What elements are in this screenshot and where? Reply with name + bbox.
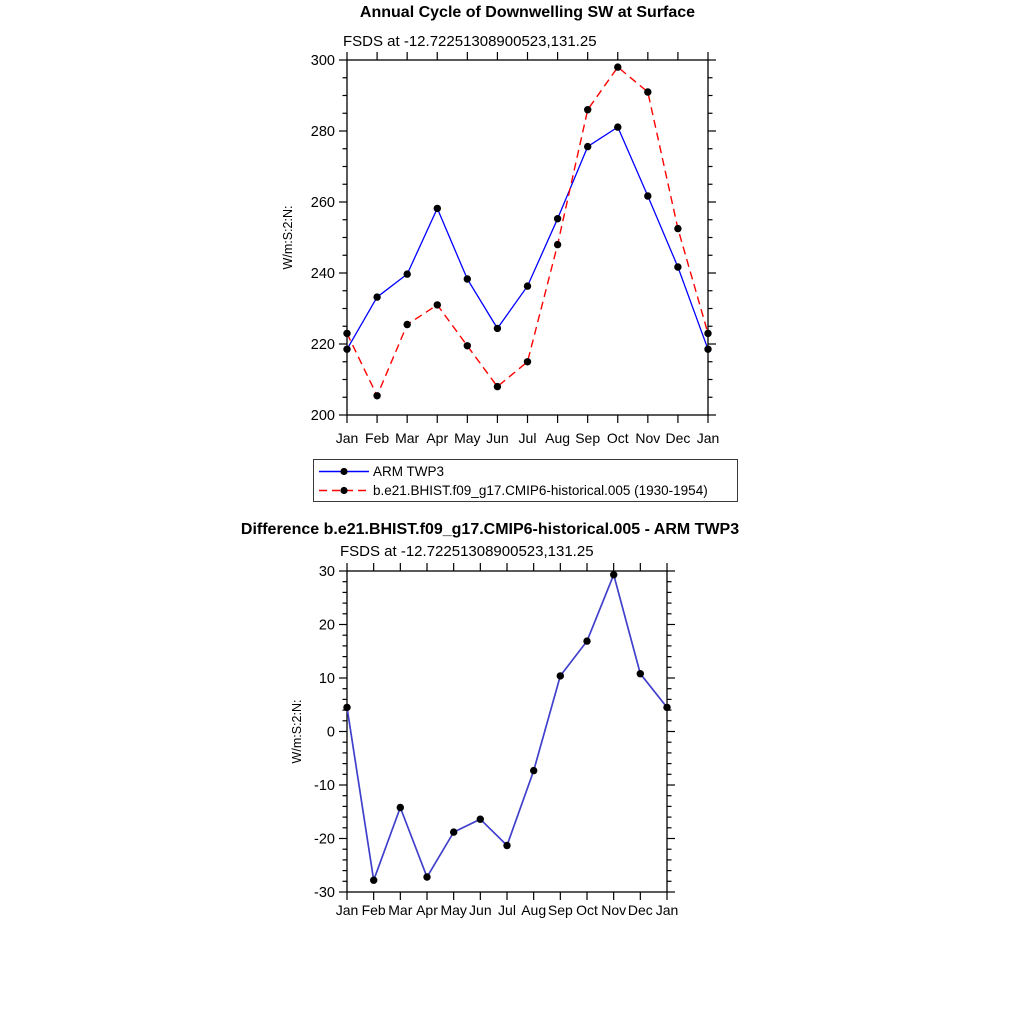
top-chart-title: Annual Cycle of Downwelling SW at Surface: [359, 4, 696, 21]
y-tick-label: 30: [318, 564, 335, 580]
top-chart-subtitle: FSDS at -12.72251308900523,131.25: [343, 33, 597, 50]
y-axis-title: W/m:S:2:N:: [281, 205, 295, 270]
axis-labels: [281, 53, 719, 446]
x-tick-label: Oct: [576, 902, 598, 918]
data-point: [524, 282, 531, 289]
data-point: [404, 321, 411, 328]
x-tick-label: Aug: [545, 430, 571, 446]
y-axis: [339, 60, 716, 415]
x-tick-label: Jan: [696, 430, 720, 446]
x-tick-label: Dec: [665, 430, 691, 446]
data-point: [584, 106, 591, 113]
y-axis-title: W/m:S:2:N:: [290, 699, 304, 764]
x-axis: [347, 52, 708, 423]
x-tick-label: Apr: [426, 430, 449, 446]
y-tick-label: 200: [310, 408, 335, 424]
x-tick-label: Dec: [627, 902, 653, 918]
data-point: [614, 123, 621, 130]
legend-box: [313, 459, 738, 502]
data-point: [530, 767, 537, 774]
data-point: [434, 205, 441, 212]
y-tick-label: 260: [310, 195, 335, 211]
series-markers-1: [343, 63, 711, 399]
y-tick-label: 0: [326, 724, 335, 741]
data-point: [343, 330, 350, 337]
data-point: [674, 225, 681, 232]
data-point: [343, 704, 350, 711]
x-tick-label: Oct: [606, 430, 629, 446]
x-tick-label: Nov: [635, 430, 661, 446]
legend-label-model-run: b.e21.BHIST.f09_g17.CMIP6-historical.005 (1930-1954): [373, 483, 708, 498]
data-point: [637, 670, 644, 677]
data-point: [524, 358, 531, 365]
x-tick-label: Aug: [521, 902, 547, 918]
data-point: [704, 346, 711, 353]
data-point: [554, 241, 561, 248]
data-point: [614, 63, 621, 70]
x-tick-label: Mar: [388, 902, 413, 918]
data-point: [583, 637, 590, 644]
data-point: [450, 828, 457, 835]
x-tick-label: Feb: [365, 430, 390, 446]
x-tick-label: Nov: [601, 902, 627, 918]
legend-item-arm-twp3: [317, 462, 737, 481]
data-point: [434, 301, 441, 308]
bottom-chart-subtitle: FSDS at -12.72251308900523,131.25: [340, 543, 594, 560]
y-axis: [339, 571, 675, 892]
data-point: [557, 672, 564, 679]
x-tick-label: Jul: [518, 430, 537, 446]
plot-frame: [347, 571, 667, 892]
data-point: [663, 704, 670, 711]
data-point: [554, 215, 561, 222]
legend-item-model-run: [317, 481, 737, 500]
data-point: [503, 842, 510, 849]
data-point: [397, 804, 404, 811]
x-tick-label: Sep: [547, 902, 573, 918]
data-point: [423, 873, 430, 880]
x-tick-label: May: [440, 902, 467, 918]
data-point: [464, 342, 471, 349]
data-point: [584, 143, 591, 150]
series-line-0: [347, 575, 667, 881]
x-tick-label: Feb: [361, 902, 386, 918]
x-axis: [347, 563, 667, 900]
bottom-chart-title: Difference b.e21.BHIST.f09_g17.CMIP6-historical.005 - ARM TWP3: [240, 521, 740, 538]
series-line-0: [347, 127, 708, 349]
x-tick-label: Sep: [575, 430, 601, 446]
data-point: [674, 263, 681, 270]
data-point: [644, 192, 651, 199]
y-tick-label: 280: [310, 124, 335, 140]
x-tick-label: Jan: [655, 902, 679, 918]
y-tick-label: 10: [318, 671, 335, 687]
x-tick-label: May: [454, 430, 481, 446]
data-point: [464, 275, 471, 282]
x-tick-label: Jun: [486, 430, 509, 446]
x-tick-label: Mar: [395, 430, 420, 446]
y-tick-label: -10: [314, 778, 335, 794]
data-point: [370, 877, 377, 884]
x-tick-label: Jan: [335, 430, 359, 446]
data-point: [477, 816, 484, 823]
data-point: [610, 571, 617, 578]
y-tick-label: -20: [314, 831, 335, 848]
data-point: [404, 270, 411, 277]
x-tick-label: Jun: [469, 902, 492, 918]
data-point: [644, 88, 651, 95]
series-markers-0: [343, 123, 711, 353]
legend-line-sample-blue-solid: [317, 464, 371, 479]
legend-line-sample-red-dashed: [317, 483, 371, 498]
axis-labels: [290, 564, 678, 918]
axes: [347, 60, 708, 415]
x-tick-label: Apr: [416, 902, 438, 918]
data-point: [373, 392, 380, 399]
x-tick-label: Jan: [335, 902, 359, 918]
y-tick-label: 240: [310, 266, 335, 282]
legend-label-arm-twp3: ARM TWP3: [373, 464, 445, 479]
plot-frame: [347, 60, 708, 415]
y-tick-label: 220: [310, 337, 335, 353]
series-line-1: [347, 67, 708, 396]
y-tick-label: 20: [318, 617, 335, 634]
data-point: [343, 346, 350, 353]
series-markers-0: [343, 571, 670, 884]
x-tick-label: Jul: [498, 902, 516, 918]
data-point: [373, 293, 380, 300]
y-tick-label: -30: [314, 885, 335, 901]
y-tick-label: 300: [310, 53, 335, 69]
axes: [347, 571, 667, 892]
data-point: [494, 383, 501, 390]
data-point: [494, 325, 501, 332]
data-point: [704, 330, 711, 337]
